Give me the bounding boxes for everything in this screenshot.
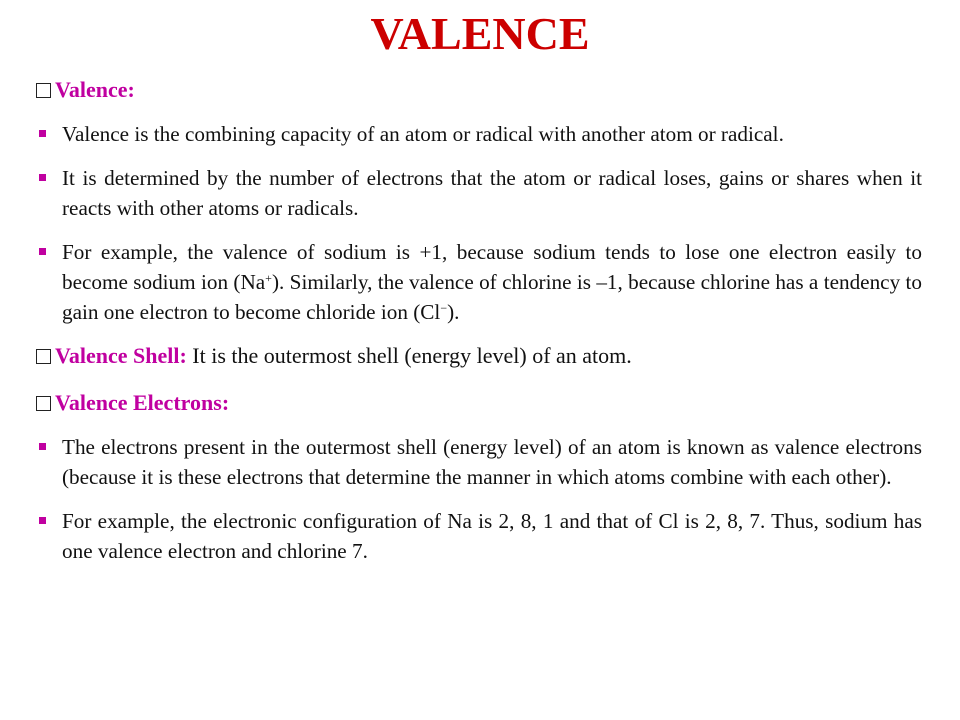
heading-label: Valence Electrons: <box>55 390 230 415</box>
heading-label: Valence Shell: <box>55 343 187 368</box>
list-item <box>36 506 922 566</box>
checkbox-bullet-icon <box>36 396 51 411</box>
checkbox-bullet-icon <box>36 83 51 98</box>
list-item <box>36 432 922 492</box>
square-bullet-icon <box>39 443 46 450</box>
bullet-text <box>62 237 922 327</box>
heading-description: It is the outermost shell (energy level) of an atom. <box>186 343 632 368</box>
bullet-text: For example, the electronic configuration of Na is 2, 8, 1 and that of Cl is 2, 8, 7. Thus, sodium has one valence electron and chlorine 7. <box>62 509 922 563</box>
superscript-plus: + <box>265 271 272 285</box>
checkbox-bullet-icon <box>36 349 51 364</box>
list-item <box>36 163 922 223</box>
example-text-2: ). Similarly, the valence of chlorine is –1, because chlorine has a tendency to gain one electron to become chloride ion (Cl <box>62 270 922 324</box>
square-bullet-icon <box>39 517 46 524</box>
superscript-minus: − <box>440 301 448 315</box>
square-bullet-icon <box>39 174 46 181</box>
square-bullet-icon <box>39 130 46 137</box>
slide-content <box>36 72 922 566</box>
list-item <box>36 119 922 149</box>
bullet-text: The electrons present in the outermost shell (energy level) of an atom is known as valence electrons (because it is these electrons that determine the manner in which atoms combine with each other). <box>62 435 922 489</box>
list-item-example <box>36 237 922 327</box>
bullet-text: It is determined by the number of electrons that the atom or radical loses, gains or shares when it reacts with other atoms or radicals. <box>62 166 922 220</box>
bullet-text: Valence is the combining capacity of an atom or radical with another atom or radical. <box>62 122 784 146</box>
page-title: VALENCE <box>370 8 590 59</box>
example-text-3: ). <box>447 300 460 324</box>
example-text-1: For example, the valence of sodium is +1, because sodium tends to lose one electron easily to become sodium ion (Na <box>62 240 922 294</box>
heading-valence-electrons <box>36 385 922 421</box>
heading-valence-shell <box>36 338 922 374</box>
heading-label: Valence: <box>55 77 135 102</box>
square-bullet-icon <box>39 248 46 255</box>
heading-valence <box>36 72 922 108</box>
